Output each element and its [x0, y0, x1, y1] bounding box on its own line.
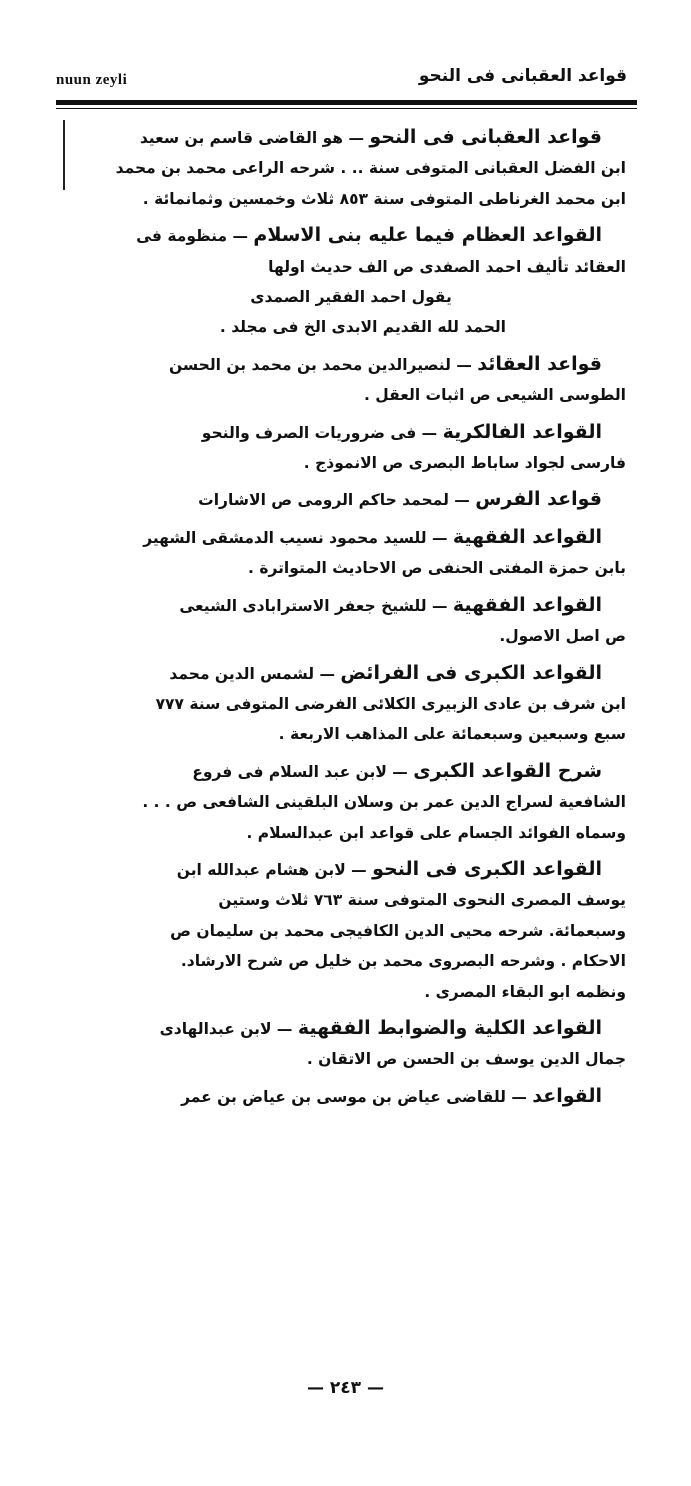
entry-first-line: [76, 658, 626, 689]
margin-mark: [63, 120, 65, 190]
entry-text: — لابن عبدالهادى: [159, 1019, 293, 1038]
entry: [76, 590, 626, 652]
entry-text: — منظومة فى: [136, 227, 248, 246]
entry-title: القواعد: [532, 1084, 602, 1107]
entry-title: القواعد الفالكرية: [442, 420, 602, 443]
entry-line: ابن محمد الغرناطى المتوفى سنة ٨٥٣ ثلاث وخمسين وثمانمائة .: [142, 189, 626, 208]
entry-first-line: [76, 522, 626, 553]
entry-line: جمال الدين يوسف بن الحسن ص الاتقان .: [306, 1050, 626, 1069]
entry-line: الشافعية لسراج الدين عمر بن وسلان البلقينى الشافعى ص . . .: [142, 793, 626, 812]
entry-first-line: [76, 1081, 626, 1112]
entry-first-line: [76, 484, 626, 515]
entry-first-line: [76, 122, 626, 153]
entry-text: — فى ضروريات الصرف والنحو: [201, 423, 438, 442]
entry-text: — لابن عبد السلام فى فروع: [192, 762, 408, 781]
page-number: — ٢٤٣ —: [307, 1378, 384, 1398]
entry: [76, 658, 626, 750]
entry-title: القواعد الفقهية: [452, 525, 602, 548]
entry-line: ص اصل الاصول.: [499, 627, 626, 646]
running-header-right: قواعد العقبانى فى النحو: [418, 66, 627, 86]
entry-title: القواعد الفقهية: [452, 593, 602, 616]
entry-line: العقائد تأليف احمد الصفدى ص الف حديث اولها: [268, 257, 626, 276]
entry-title: القواعد الكبرى فى الفرائض: [340, 661, 602, 684]
entry-first-line: [76, 220, 626, 251]
entry-title: قواعد الفرس: [475, 488, 602, 511]
entry: [76, 1081, 626, 1112]
header-rule-thin: [56, 108, 637, 109]
entry-first-line: [76, 854, 626, 885]
entry-title: القواعد العظام فيما عليه بنى الاسلام: [253, 224, 602, 247]
entry: [76, 417, 626, 479]
entry-title: قواعد العقائد: [477, 352, 602, 375]
entry-first-line: [76, 417, 626, 448]
entry: [76, 1013, 626, 1075]
entry-text: — للشيخ جعفر الاسترابادى الشيعى: [179, 596, 448, 615]
entry-line: فارسى لجواد ساباط البصرى ص الانموذج .: [303, 454, 626, 473]
entry: [76, 122, 626, 214]
entry-first-line: [76, 349, 626, 380]
entry-text: — لشمس الدين محمد: [169, 664, 335, 683]
entry-title: القواعد الكبرى فى النحو: [372, 857, 602, 880]
entry-text: — لنصيرالدين محمد بن محمد بن الحسن: [168, 355, 472, 374]
entry-first-line: [76, 1013, 626, 1044]
entry-first-line: [76, 590, 626, 621]
entry-title: القواعد الكلية والضوابط الفقهية: [297, 1016, 602, 1039]
entry-text: — هو القاضى قاسم بن سعيد: [139, 129, 364, 147]
entry-title: قواعد العقبانى فى النحو: [369, 126, 602, 148]
entry-line: وسماه الفوائد الجسام على قواعد ابن عبدالسلام .: [246, 823, 626, 842]
running-header-left: nuun zeyli: [56, 72, 128, 88]
entries-body: [76, 122, 626, 1118]
entry-line: وسبعمائة. شرحه محيى الدين الكافيجى محمد بن سليمان ص: [170, 921, 626, 940]
entry-text: — لابن هشام عبدالله ابن: [176, 860, 367, 879]
entry: [76, 522, 626, 584]
entry-first-line: [76, 756, 626, 787]
entry-line: ابن الفضل العقبانى المتوفى سنة .. . شرحه الراعى محمد بن محمد: [115, 159, 626, 178]
entry-text: — لمحمد حاكم الرومى ص الاشارات: [198, 491, 470, 510]
entry: [76, 756, 626, 848]
entry-line: الاحكام . وشرحه البصروى محمد بن خليل ص شرح الارشاد.: [180, 952, 626, 971]
header-rule-thick: [56, 100, 637, 105]
entry: [76, 349, 626, 411]
entry: [76, 220, 626, 343]
entry-title: شرح القواعد الكبرى: [413, 759, 602, 782]
entry-line: بابن حمزة المفتى الحنفى ص الاحاديث المتواترة .: [248, 559, 626, 578]
entry: [76, 854, 626, 1007]
entry-line: الطوسى الشيعى ص اثبات العقل .: [364, 386, 626, 405]
entry-line: سبع وسبعين وسبعمائة على المذاهب الاربعة .: [278, 725, 626, 744]
verse-line: الحمد لله القديم الابدى الخ فى مجلد .: [219, 318, 506, 337]
entry: [76, 484, 626, 515]
entry-text: — للقاضى عياض بن موسى بن عياض بن عمر: [181, 1087, 527, 1106]
verse-line: يقول احمد الفقير الصمدى: [250, 288, 452, 307]
entry-text: — للسيد محمود نسيب الدمشقى الشهير: [143, 528, 448, 547]
entry-line: ونظمه ابو البقاء المصرى .: [424, 982, 626, 1001]
entry-line: ابن شرف بن عادى الزبيرى الكلائى الفرضى المتوفى سنة ٧٧٧: [155, 694, 626, 713]
entry-line: يوسف المصرى النحوى المتوفى سنة ٧٦٣ ثلاث وستين: [218, 891, 626, 910]
